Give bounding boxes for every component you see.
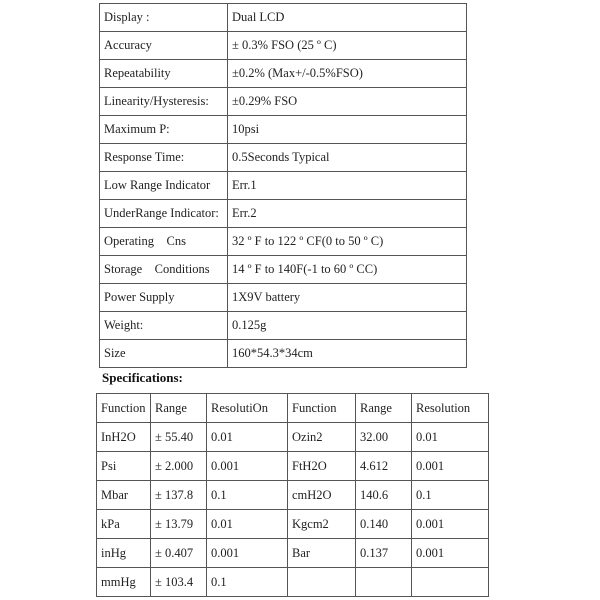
spec-row — [100, 340, 467, 368]
spec-label: Linearity/Hysteresis: — [100, 88, 228, 116]
table-cell: 0.01 — [207, 510, 288, 539]
column-header: ResolutiOn — [207, 394, 288, 423]
table-cell: ± 13.79 — [151, 510, 207, 539]
column-header: Function — [97, 394, 151, 423]
spec-label: Size — [100, 340, 228, 368]
spec-row — [100, 116, 467, 144]
spec-row — [100, 144, 467, 172]
table-cell: ± 137.8 — [151, 481, 207, 510]
table-cell: ± 2.000 — [151, 452, 207, 481]
column-header: Range — [151, 394, 207, 423]
table-cell: 0.001 — [207, 452, 288, 481]
spec-value: Err.1 — [228, 172, 467, 200]
column-header: Range — [356, 394, 412, 423]
table-cell: 0.001 — [412, 539, 489, 568]
table-row — [97, 452, 489, 481]
spec-value: Err.2 — [228, 200, 467, 228]
spec-value: ± 0.3% FSO (25 º C) — [228, 32, 467, 60]
spec-row — [100, 60, 467, 88]
spec-row — [100, 4, 467, 32]
table-cell: 0.1 — [412, 481, 489, 510]
spec-value: 10psi — [228, 116, 467, 144]
spec-value: 14 º F to 140F(-1 to 60 º CC) — [228, 256, 467, 284]
table-cell: Kgcm2 — [288, 510, 356, 539]
table-row — [97, 481, 489, 510]
spec-label: Maximum P: — [100, 116, 228, 144]
table-header-row — [97, 394, 489, 423]
spec-value: 0.5Seconds Typical — [228, 144, 467, 172]
spec-label: Operating Cns — [100, 228, 228, 256]
spec-label: UnderRange Indicator: — [100, 200, 228, 228]
spec-label: Repeatability — [100, 60, 228, 88]
spec-row — [100, 228, 467, 256]
spec-label: Response Time: — [100, 144, 228, 172]
table-row — [97, 539, 489, 568]
table-cell: 0.1 — [207, 568, 288, 597]
table-cell: 0.137 — [356, 539, 412, 568]
table-cell: 0.01 — [207, 423, 288, 452]
spec-label: Low Range Indicator — [100, 172, 228, 200]
table-cell — [356, 568, 412, 597]
table-cell — [412, 568, 489, 597]
spec-value: 32 º F to 122 º CF(0 to 50 º C) — [228, 228, 467, 256]
spec-row — [100, 284, 467, 312]
spec-value: 1X9V battery — [228, 284, 467, 312]
table-cell: 0.001 — [207, 539, 288, 568]
spec-row — [100, 172, 467, 200]
table-cell: 32.00 — [356, 423, 412, 452]
range-resolution-table — [96, 393, 489, 597]
spec-label: Accuracy — [100, 32, 228, 60]
spec-row — [100, 256, 467, 284]
table-cell: 4.612 — [356, 452, 412, 481]
spec-label: Storage Conditions — [100, 256, 228, 284]
spec-value: 160*54.3*34cm — [228, 340, 467, 368]
spec-label: Power Supply — [100, 284, 228, 312]
column-header: Resolution — [412, 394, 489, 423]
column-header: Function — [288, 394, 356, 423]
table-cell: cmH2O — [288, 481, 356, 510]
table-cell: Psi — [97, 452, 151, 481]
table-cell: kPa — [97, 510, 151, 539]
table-row — [97, 568, 489, 597]
table-cell: 0.140 — [356, 510, 412, 539]
table-cell: FtH2O — [288, 452, 356, 481]
table-cell: mmHg — [97, 568, 151, 597]
spec-row — [100, 32, 467, 60]
table-cell: ± 103.4 — [151, 568, 207, 597]
specifications-table — [99, 3, 467, 368]
table-cell: 0.001 — [412, 452, 489, 481]
table-row — [97, 510, 489, 539]
table-cell: 0.01 — [412, 423, 489, 452]
table-cell: ± 0.407 — [151, 539, 207, 568]
table-cell: ± 55.40 — [151, 423, 207, 452]
spec-row — [100, 312, 467, 340]
table-cell: Mbar — [97, 481, 151, 510]
table-cell: Ozin2 — [288, 423, 356, 452]
spec-value: 0.125g — [228, 312, 467, 340]
spec-value: ±0.2% (Max+/-0.5%FSO) — [228, 60, 467, 88]
table-cell: InH2O — [97, 423, 151, 452]
table-cell — [288, 568, 356, 597]
table-cell: 0.1 — [207, 481, 288, 510]
table-cell: Bar — [288, 539, 356, 568]
spec-value: ±0.29% FSO — [228, 88, 467, 116]
table-cell: inHg — [97, 539, 151, 568]
table-cell: 140.6 — [356, 481, 412, 510]
table-cell: 0.001 — [412, 510, 489, 539]
spec-label: Display : — [100, 4, 228, 32]
spec-row — [100, 200, 467, 228]
spec-value: Dual LCD — [228, 4, 467, 32]
spec-label: Weight: — [100, 312, 228, 340]
specifications-heading: Specifications: — [102, 370, 183, 385]
table-row — [97, 423, 489, 452]
spec-row — [100, 88, 467, 116]
